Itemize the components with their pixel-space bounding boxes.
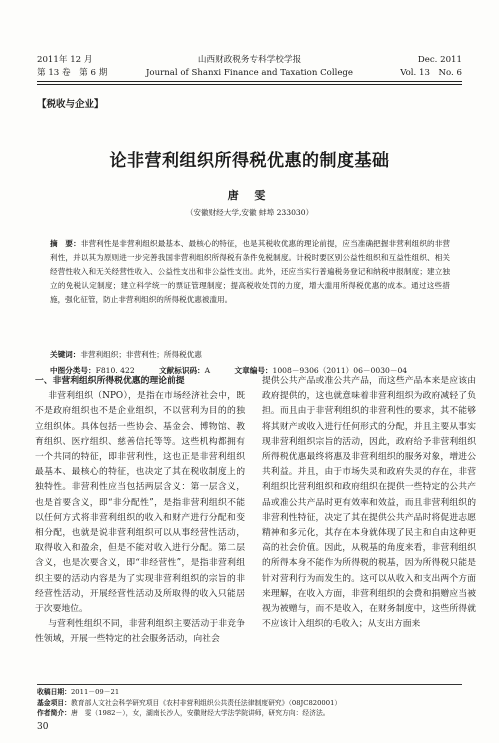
header-date: 2011年 12 月 第 13 卷 第 6 期 [37, 55, 108, 78]
keywords-label: 关键词： [50, 350, 81, 359]
article-title: 论非营利组织所得税优惠的制度基础 [109, 151, 390, 171]
abstract-label: 摘 要： [50, 239, 81, 248]
page-number: 30 [37, 722, 49, 732]
footnote-fund: 基金项目：教育部人文社会科学研究项目《农村非营利组织公共责任法律制度研究》（08JC820001） [37, 699, 342, 707]
header-rule [37, 81, 462, 82]
clc-value: F810. 422 [95, 366, 135, 375]
doc-code-value: A [204, 366, 211, 375]
body-column-right [262, 374, 476, 632]
author-affiliation: （安徽财经大学,安徽 蚌埠 233030） [185, 208, 314, 217]
body-paragraph: 与营利性组织不同，非营利组织主要活动于非竞争性领域，开展一些特定的社会服务活动，向社会 [35, 619, 245, 645]
header-rule-thin [37, 84, 462, 85]
footnote-author-bio: 作者简介：唐 雯（1982－），女，湖南长沙人，安徽财经大学法学院讲师，研究方向：经济法。 [37, 709, 330, 717]
abstract-text: 非营利性是非营利组织最基本、最核心的特征，也是其税收优惠的理论前提，应当准确把握非营利组织的非营利性，并以其为原则进一步完善我国非营利组织所得税有条件免税制度。计税时要区别公益性组织和互益性组织、相关经营性收入和无关经营性收入、公益性支出和非公益性支出。此外，还应当实行普遍税务登记和纳税申报制度；建立独立的免税认定制度；建立科学统一的票证管理制度；提高税收处罚的力度，增大滥用所得税优惠的成本。通过这些措施，强化征管，防止非营利组织的所得税优惠被滥用。 [50, 239, 450, 305]
body-paragraph: 提供公共产品或准公共产品，而这些产品本来是应该由政府提供的，这也就意味着非营利组织为政府减轻了负担。而且由于非营利组织的非营利性的要求，其不能够将其财产或收入进行任何形式的分配，并且主要从事实现非营利组织宗旨的活动，因此，政府给予非营利组织所得税优惠最终将惠及非营利组织的服务对象，增进公共利益。并且，由于市场失灵和政府失灵的存在，非营利组织比营利组织和政府组织在提供一些特定的公共产品或准公共产品时更有效率和效益，而且非营利组织的非营利性特征，决定了其在提供公共产品时将促进志愿精神和多元化，其存在本身就体现了民主和自由这种更高的社会价值。因此，从税基的角度来看，非营利组织的所得本身不能作为所得税的税基，因为所得税只能是针对营利行为而发生的。这可以从收入和支出两个方面来理解，在收入方面，非营利组织的会费和捐赠应当被视为被赠与，而不是收入，在财务制度中，这些所得就不应该计入组织的毛收入；从支出方面来 [262, 376, 476, 630]
footnote-received: 收稿日期：2011－09－21 [37, 688, 120, 696]
clc-label: 中图分类号： [50, 366, 96, 375]
keywords-text: 非营利组织；非营利性；所得税优惠 [80, 350, 202, 359]
header-journal: 山西财政税务专科学校学报 Journal of Shanxi Finance and Taxation College [145, 55, 354, 78]
header-volume: Dec. 2011 Vol. 13 No. 6 [400, 55, 462, 78]
body-column-left [35, 374, 245, 648]
abstract [50, 237, 450, 307]
body-paragraph: 非营利组织（NPO），是指在市场经济社会中，既不是政府组织也不是企业组织，不以营利为目的的独立组织体。具体包括一些协会、基金会、博物馆、教育组织、医疗组织、慈善信托等等。这些机构都拥有一个共同的特征，即非营利性，这也正是非营利组织最基本、最核心的特征，也决定了其在税收制度上的独特性。非营利性应当包括两层含义：第一层含义，也是首要含义，即“非分配性”，是指非营利组织不能以任何方式将非营利组织的收入和财产进行分配和变相分配，也就是说非营利组织可以从事经营性活动，取得收入和盈余，但是不能对收入进行分配。第二层含义，也是次要含义，即“非经营性”，是指非营利组织主要的活动内容是为了实现非营利组织的宗旨的非经营性活动，开展经营性活动及所取得的收入只能居于次要地位。 [35, 391, 245, 615]
article-id-value: 1008－9306（2011）06－0030－04 [272, 366, 408, 375]
keywords [50, 349, 202, 360]
section-heading: 一、非营利组织所得税优惠的理论前提 [35, 376, 185, 386]
article-author: 唐 雯 [227, 189, 272, 202]
section-label: 【税收与企业】 [37, 99, 104, 110]
footnote-rule [37, 684, 462, 685]
article-id-label: 文章编号： [234, 366, 273, 375]
doc-code-label: 文献标识码： [159, 366, 205, 375]
